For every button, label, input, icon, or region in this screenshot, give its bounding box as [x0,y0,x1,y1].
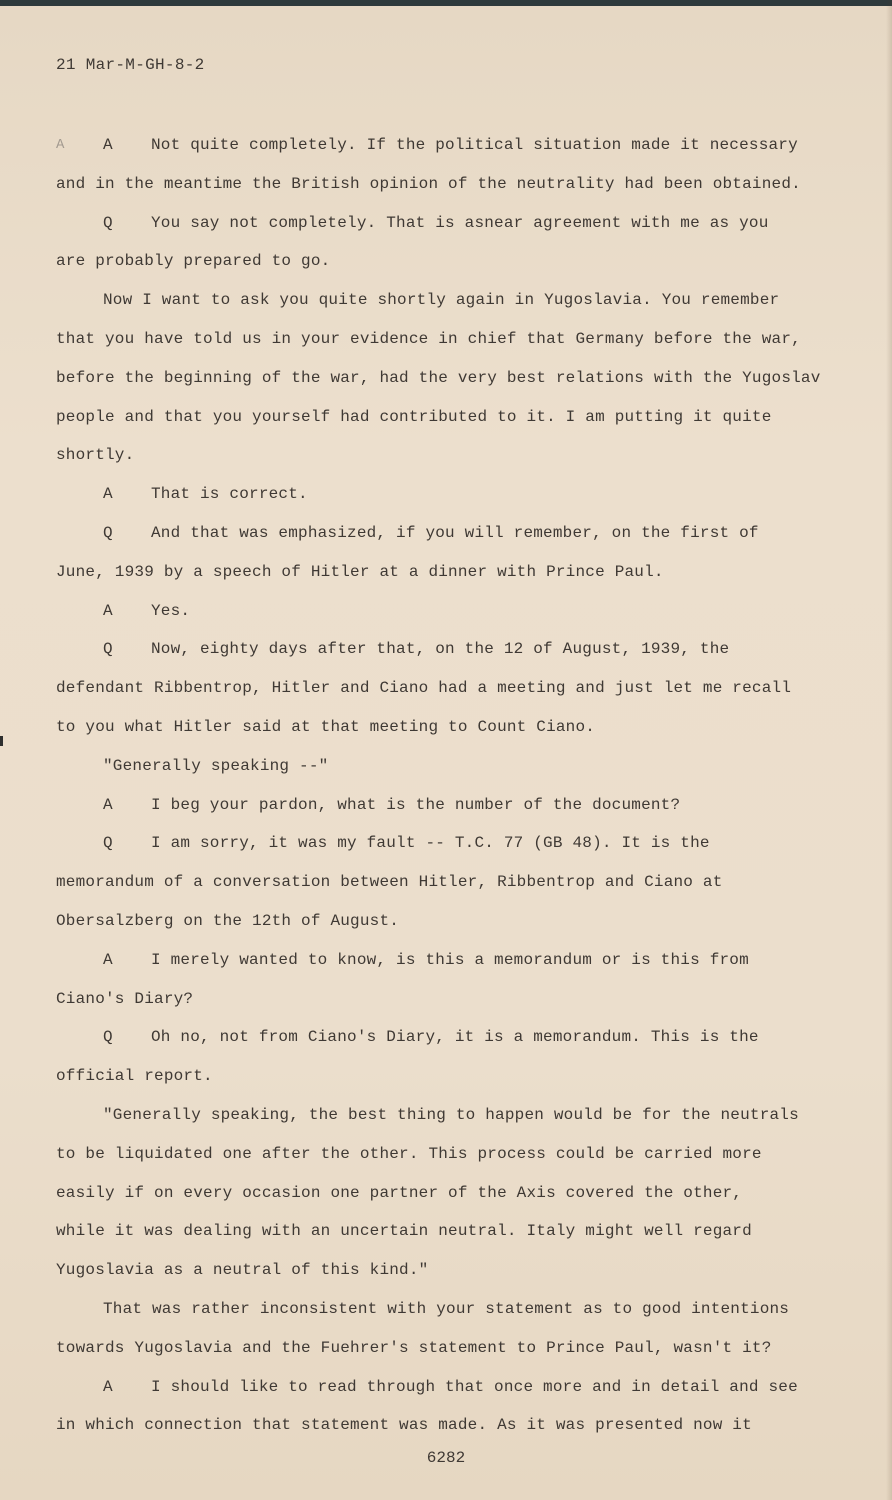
line-text: while it was dealing with an uncertain neutral. Italy might well regard [56,1222,752,1241]
line-text: easily if on every occasion one partner of the Axis covered the other, [56,1183,743,1202]
line-text: Ciano's Diary? [56,989,194,1008]
line-text: That was rather inconsistent with your statement as to good intentions [103,1300,790,1318]
binding-mark [0,736,3,746]
line-text: June, 1939 by a speech of Hitler at a dinner with Prince Paul. [56,562,664,581]
line-text: Now I want to ask you quite shortly again in Yugoslavia. You remember [103,291,780,310]
line-text: towards Yugoslavia and the Fuehrer's statement to Prince Paul, wasn't it? [56,1338,772,1357]
page-edge-shadow [886,0,892,1500]
line-text: Yugoslavia as a neutral of this kind." [56,1261,429,1280]
line-text: "Generally speaking, the best thing to happen would be for the neutrals [103,1106,799,1124]
line-text: Oh no, not from Ciano's Diary, it is a memorandum. This is the [151,1028,759,1047]
line-text: shortly. [56,446,135,465]
line-text: "Generally speaking --" [103,756,329,775]
speaker-label: Q [103,213,113,232]
line-text: memorandum of a conversation between Hitler, Ribbentrop and Ciano at [56,873,723,892]
line-text: are probably prepared to go. [56,252,331,271]
line-text: I merely wanted to know, is this a memorandum or is this from [151,950,749,969]
speaker-label: Q [103,640,113,659]
margin-note: A [56,137,65,153]
line-text: and in the meantime the British opinion of the neutrality had been obtained. [56,174,801,193]
line-text: Obersalzberg on the 12th of August. [56,912,400,930]
line-text: You say not completely. That is asnear agreement with me as you [151,213,769,232]
page-number: 6282 [426,1449,466,1467]
speaker-label: A [103,1377,113,1396]
line-text: I should like to read through that once more and in detail and see [151,1377,798,1396]
speaker-label: A [103,601,113,620]
document-reference: 21 Mar-M-GH-8-2 [56,56,205,74]
speaker-label: A [103,485,113,504]
line-text: official report. [56,1067,213,1086]
line-text: Yes. [151,601,191,620]
top-border [0,0,892,6]
line-text: Not quite completely. If the political situation made it necessary [151,136,798,154]
line-text: I beg your pardon, what is the number of the document? [151,795,681,814]
line-text: Now, eighty days after that, on the 12 of August, 1939, the [151,640,730,659]
line-text: to you what Hitler said at that meeting to Count Ciano. [56,718,596,736]
line-text: before the beginning of the war, had the very best relations with the Yugoslav [56,368,821,387]
speaker-label: A [103,795,113,814]
speaker-label: Q [103,834,113,853]
line-text: I am sorry, it was my fault -- T.C. 77 (GB 48). It is the [151,834,710,853]
line-text: in which connection that statement was made. As it was presented now it [56,1416,752,1435]
speaker-label: Q [103,1028,113,1047]
line-text: defendant Ribbentrop, Hitler and Ciano had a meeting and just let me recall [56,679,792,698]
speaker-label: Q [103,524,113,542]
line-text: to be liquidated one after the other. This process could be carried more [56,1144,762,1163]
line-text: that you have told us in your evidence in chief that Germany before the war, [56,330,801,348]
line-text: That is correct. [151,485,308,504]
line-text: people and that you yourself had contributed to it. I am putting it quite [56,407,772,426]
line-text: And that was emphasized, if you will remember, on the first of [151,524,759,542]
speaker-label: A [103,950,113,969]
speaker-label: A [103,136,113,154]
